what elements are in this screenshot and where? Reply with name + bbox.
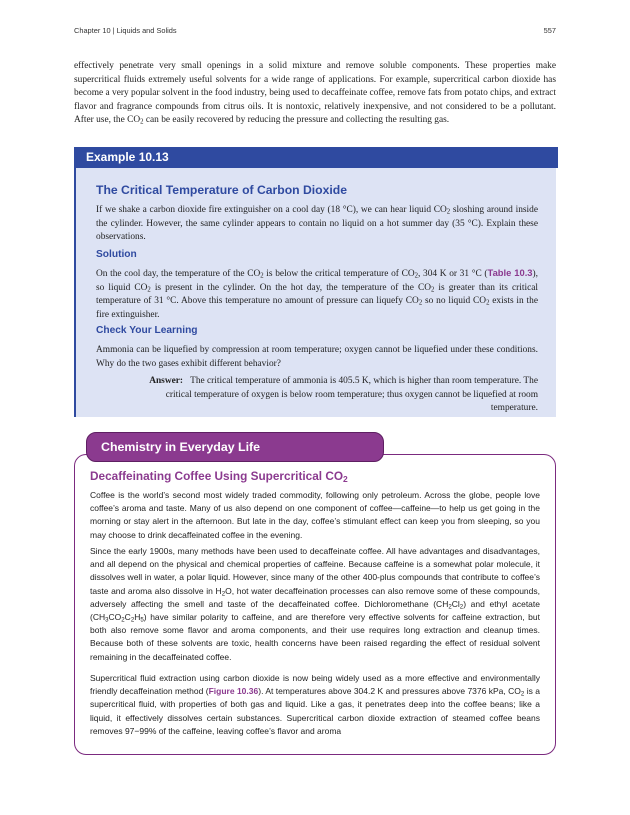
check-your-learning-text: Ammonia can be liquefied by compression at room temperature; oxygen cannot be liquefied under these conditions. Why do the two gases exhibit different behavior? <box>96 345 538 369</box>
example-title: The Critical Temperature of Carbon Dioxide <box>96 183 348 197</box>
table-10-3-link[interactable]: Table 10.3 <box>487 267 533 278</box>
answer-label: Answer: <box>149 376 184 386</box>
intro-paragraph: effectively penetrate very small openings in a solid mixture and remove soluble components. These properties make supercritical fluids extremely useful solvents for a wide range of applications. For example, supercritical carbon dioxide has become a very popular solvent in the food industry, being used to decaffeinate coffee, remove fats from potato chips, and extract flavor and fragrance compounds from citrus oils. It is nontoxic, relatively inexpensive, and not considered to be a pollutant. After use, the $CO_2$ can be easily recovered by reducing the pressure and collecting the resulting gas. <box>74 61 556 127</box>
answer: Answer: The critical temperature of ammonia is 405.5 K, which is higher than room temperature. The critical temperature of oxygen is below room temperature; thus oxygen cannot be liquefied at room temperature. <box>149 376 538 414</box>
feature-title: Decaffeinating Coffee Using Supercritical $CO_2$ <box>90 469 348 485</box>
figure-10-36-link[interactable]: Figure 10.36 <box>208 686 259 697</box>
everyday-life-tab: Chemistry in Everyday Life <box>86 432 384 462</box>
example-box <box>74 147 556 417</box>
feature-paragraph-1: Coffee is the world’s second most widely traded commodity, following only petroleum. Across the globe, people love coffee’s aroma and taste. Many of us also depend on one component of coffee—caffeine—to help us get going in the morning or stay alert in the afternoon. But late in the day, coffee’s stimulant effect can keep you from sleeping, so you may choose to drink decaffeinated coffee in the evening. <box>90 490 540 540</box>
example-problem: If we shake a carbon dioxide fire extinguisher on a cool day (18 °C), we can hear liquid $CO_2$ sloshing around inside the cylinder. However, the same cylinder appears to contain no liquid on a hot summer day (35 °C). Explain these observations. <box>96 205 538 243</box>
page-number: 557 <box>543 26 556 35</box>
check-your-learning-heading: Check Your Learning <box>96 325 198 336</box>
feature-paragraph-3: Supercritical fluid extraction using carbon dioxide is now being widely used as a more effective and environmentally friendly decaffeination method (Figure 10.36). At temperatures above 304.2 K and pressures above 7376 kPa, $CO_2$ is a supercritical fluid, with properties of both gas and liquid. Like a gas, it penetrates deep into the coffee beans; like a liquid, it effectively dissolves certain substances. Supercritical carbon dioxide extraction of steamed coffee beans removes 97−99% of the caffeine, leaving coffee’s flavor and aroma <box>90 673 540 736</box>
running-head <box>74 26 556 38</box>
chapter-title: Chapter 10 | Liquids and Solids <box>74 26 177 35</box>
solution-heading: Solution <box>96 249 137 260</box>
example-solution: On the cool day, the temperature of the $CO_2$ is below the critical temperature of $CO_2$, 304 K or 31 °C (Table 10.3), so liquid $CO_2$ is present in the cylinder. On the hot day, the temperature of the $CO_2$ is greater than its critical temperature of 31 °C. Above this temperature no amount of pressure can liquefy $CO_2$ so no liquid $CO_2$ exists in the fire extinguisher. <box>96 267 538 320</box>
example-label: Example 10.13 <box>74 147 558 168</box>
feature-paragraph-2: Since the early 1900s, many methods have been used to decaffeinate coffee. All have advantages and disadvantages, and all depend on the physical and chemical properties of caffeine. Because caffeine is a somewhat polar molecule, it dissolves well in water, a polar liquid. However, since many of the other 400-plus compounds that contribute to coffee’s taste and aroma also dissolve in $H_2O$, hot water decaffeination processes can also remove some of these compounds, adversely affecting the smell and taste of the decaffeinated coffee. Dichloromethane $(CH_2Cl_2)$ and ethyl acetate $(CH_3CO_2C_2H_5)$ have similar polarity to caffeine, and are therefore very effective solvents for caffeine extraction, but both also remove some flavor and aroma components, and their use requires long extraction and cleanup times. Because both of these solvents are toxic, health concerns have been raised regarding the effect of residual solvent remaining in the decaffeinated coffee. <box>90 546 540 662</box>
